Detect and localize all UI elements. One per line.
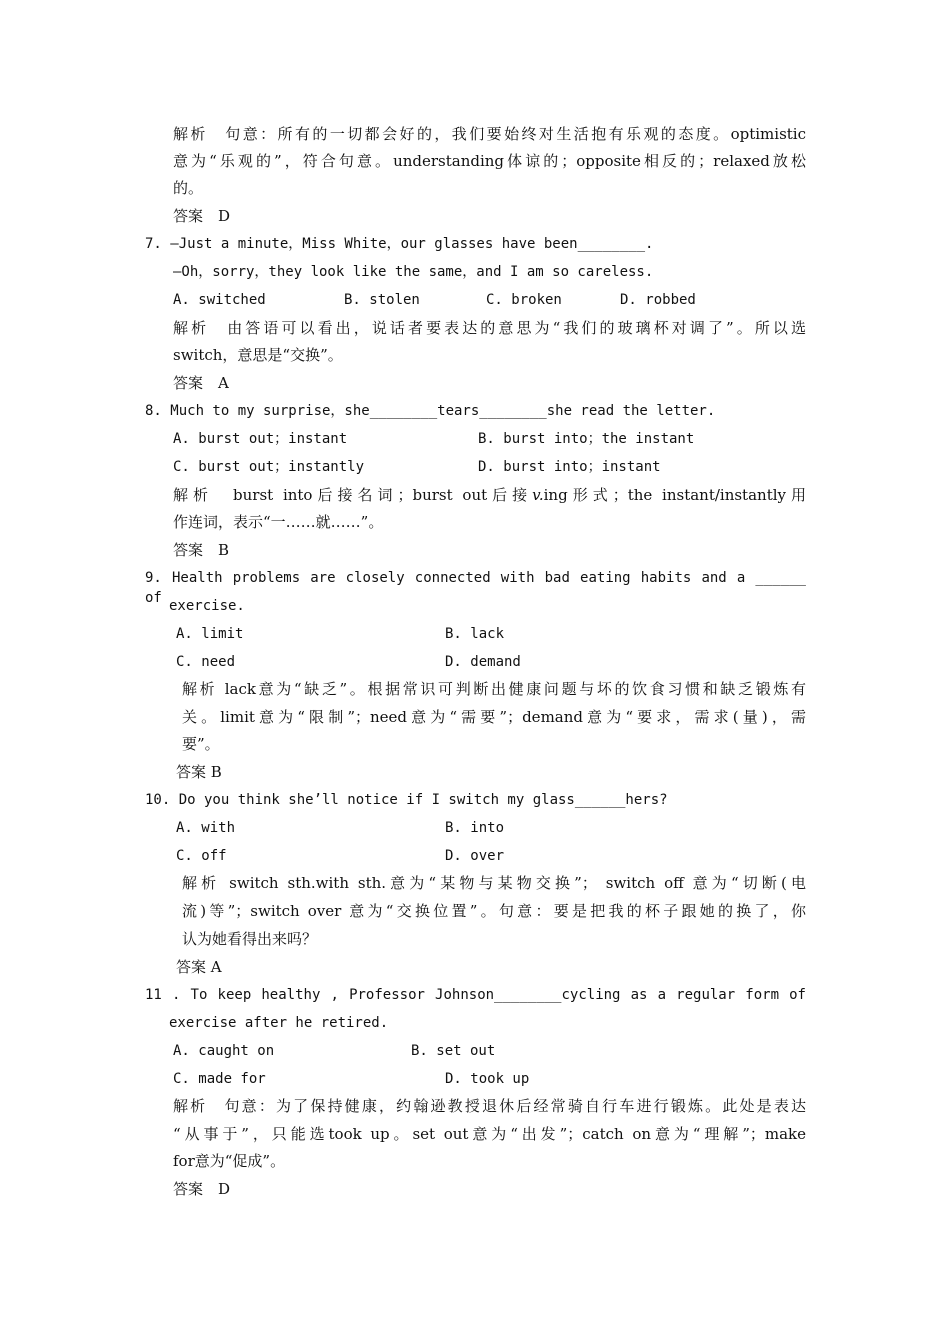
q10-analysis-line-1: 解析 switch sth.with sth.意为“某物与某物交换”； switch off 意为“切断(电 [182, 874, 806, 892]
q11-analysis-line-3: for意为“促成”。 [173, 1152, 286, 1170]
q9-stem-cont: exercise. [169, 598, 245, 614]
q7-analysis-line-2: switch，意思是“交换”。 [173, 346, 343, 364]
q6-analysis-line-2: 意为“乐观的”，符合句意。understanding体谅的；opposite相反的；relaxed放松 [173, 152, 806, 170]
q8-answer: 答案 B [173, 541, 230, 559]
q7-option-a: A. switched [173, 292, 266, 308]
q9-option-a: A. limit [176, 626, 244, 642]
q8-analysis-part-c: ing形式；the instant/instantly用 [543, 486, 806, 504]
q6-analysis-line-3: 的。 [173, 179, 204, 197]
q11-stem: 11 . To keep healthy , Professor Johnson________cycling as a regular form of [145, 987, 806, 1003]
q9-answer: 答案 B [176, 763, 222, 781]
q7-option-b: B. stolen [344, 292, 420, 308]
q10-option-c: C. off [176, 848, 227, 864]
q8-analysis-part-a: 解析 burst into后接名词；burst out后接 [173, 486, 533, 504]
q8-stem: 8. Much to my surprise，she________tears________she read the letter. [145, 403, 716, 419]
q8-option-b: B. burst into；the instant [478, 431, 695, 447]
q8-analysis-part-b: v. [532, 486, 544, 504]
q8-option-d: D. burst into；instant [478, 459, 661, 475]
q9-option-c: C. need [176, 654, 236, 670]
q10-option-a: A. with [176, 820, 236, 836]
q11-option-a: A. caught on [173, 1043, 275, 1059]
q10-stem: 10. Do you think she’ll notice if I switch my glass______hers? [145, 792, 668, 808]
q10-answer: 答案 A [176, 958, 222, 976]
q9-analysis-line-2: 关。limit意为“限制”；need意为“需要”；demand意为“要求，需求(量)，需 [182, 708, 806, 726]
q7-stem: 7. —Just a minute，Miss White，our glasses have been________. [145, 236, 654, 252]
q10-analysis-line-2: 流)等”；switch over 意为“交换位置”。句意：要是把我的杯子跟她的换了，你 [182, 902, 806, 920]
q11-option-c: C. made for [173, 1071, 266, 1087]
q7-option-c: C. broken [486, 292, 562, 308]
q9-option-d: D. demand [445, 654, 521, 670]
q11-answer: 答案 D [173, 1180, 231, 1198]
q7-answer: 答案 A [173, 374, 229, 392]
q11-analysis-line-1: 解析 句意：为了保持健康，约翰逊教授退休后经常骑自行车进行锻炼。此处是表达 [173, 1097, 806, 1115]
q9-analysis-line-3: 要”。 [182, 735, 220, 753]
q9-analysis-line-1: 解析 lack意为“缺乏”。根据常识可判断出健康问题与坏的饮食习惯和缺乏锻炼有 [182, 680, 806, 698]
q7-option-d: D. robbed [620, 292, 696, 308]
q8-analysis-line-2: 作连词，表示“一……就……”。 [173, 513, 384, 531]
q7-analysis-line-1: 解析 由答语可以看出，说话者要表达的意思为“我们的玻璃杯对调了”。所以选 [173, 319, 806, 337]
q9-stem: 9. Health problems are closely connected with bad eating habits and a ______ of [145, 570, 806, 606]
q10-option-b: B. into [445, 820, 505, 836]
q9-option-b: B. lack [445, 626, 505, 642]
q6-answer: 答案 D [173, 207, 231, 225]
q10-option-d: D. over [445, 848, 505, 864]
q7-stem-reply: —Oh，sorry，they look like the same，and I am so careless. [173, 264, 654, 280]
q8-option-a: A. burst out；instant [173, 431, 348, 447]
q11-option-b: B. set out [411, 1043, 496, 1059]
q11-stem-cont: exercise after he retired. [169, 1015, 389, 1031]
q8-analysis-line-1 [173, 485, 806, 505]
q8-option-c: C. burst out；instantly [173, 459, 365, 475]
q11-option-d: D. took up [445, 1071, 530, 1087]
q11-analysis-line-2: “从事于”，只能选took up。set out意为“出发”；catch on意为“理解”；make [173, 1125, 806, 1143]
q10-analysis-line-3: 认为她看得出来吗？ [182, 930, 318, 948]
q6-analysis-line-1: 解析 句意：所有的一切都会好的，我们要始终对生活抱有乐观的态度。optimistic [173, 125, 806, 143]
